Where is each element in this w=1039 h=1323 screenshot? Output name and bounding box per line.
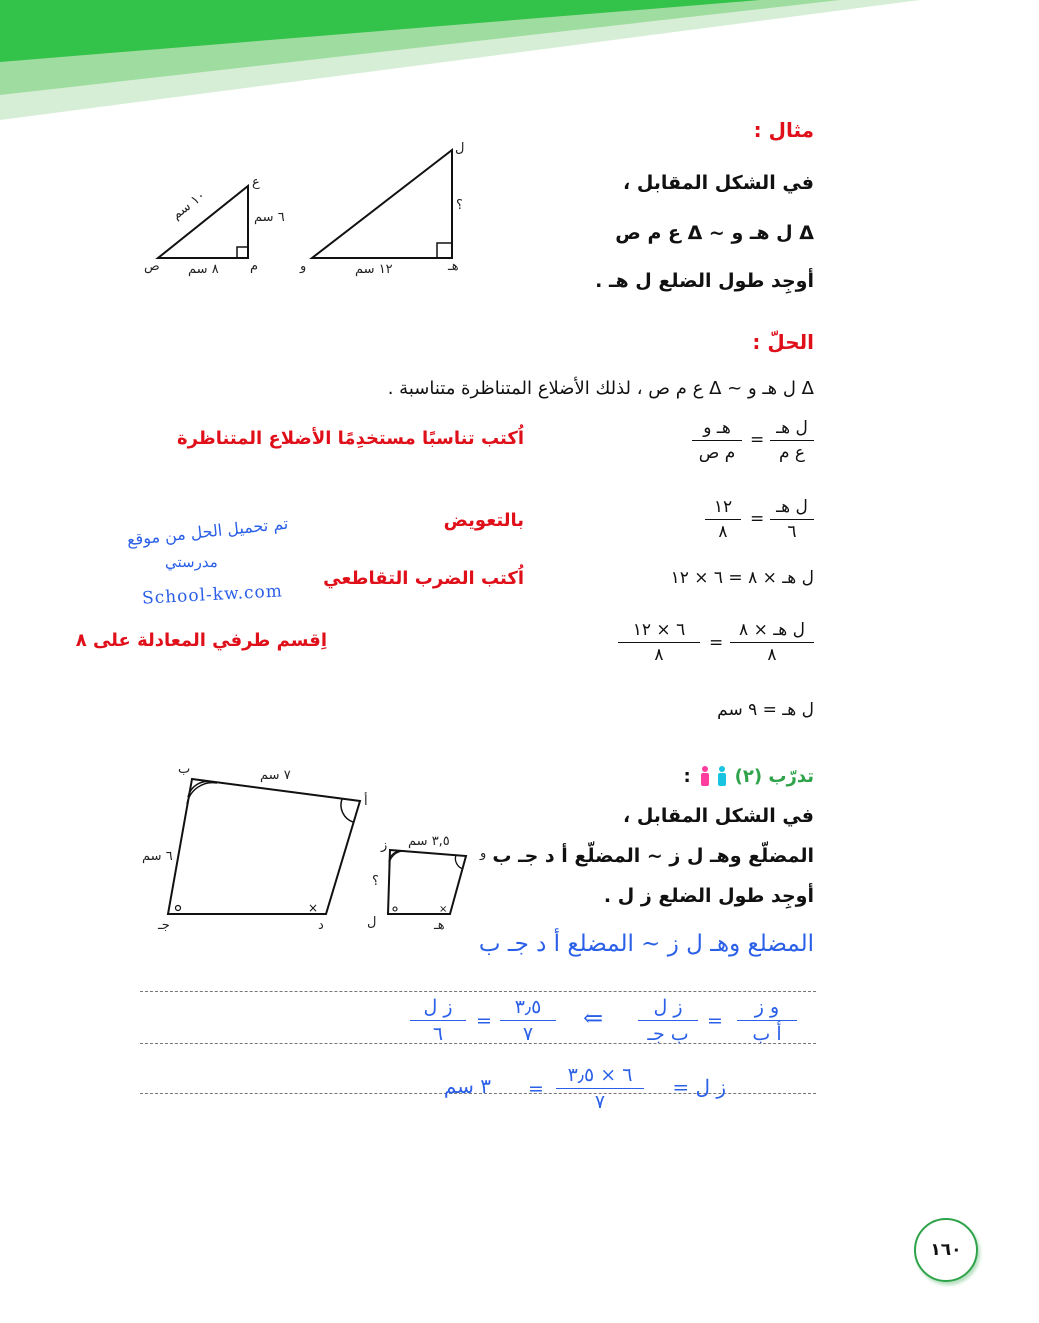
training-line-1: في الشكل المقابل ، — [622, 805, 814, 827]
vertex-label: أ — [364, 794, 368, 809]
right-angle-mark — [437, 243, 452, 258]
quadrilateral-adjb — [168, 779, 360, 914]
handwritten-fraction: ز ل ب جـ — [638, 996, 698, 1045]
equals-sign: = — [750, 430, 765, 450]
vertex-label: ل — [455, 141, 465, 156]
step-note: اُكتب الضرب التقاطعي — [323, 568, 524, 589]
triangle-lho — [312, 150, 452, 258]
unknown-mark: ؟ — [372, 874, 379, 889]
implies-arrow: ⇐ — [583, 1004, 604, 1032]
side-label: ١٢ سم — [355, 262, 393, 277]
training-title: تدرّب (٢) — [734, 765, 814, 787]
equals-sign: = — [750, 509, 765, 529]
side-label: ٦ سم — [142, 849, 173, 864]
vertex-label: و — [480, 846, 487, 861]
cross-multiply-expression: ل هـ × ٨ = ٦ × ١٢ — [670, 568, 814, 588]
equals-sign: = — [709, 633, 724, 653]
result: ل هـ = ٩ سم — [717, 700, 814, 720]
training-line-2: المضلّع وهـ ل ز ~ المضلّع أ د جـ ب — [492, 845, 814, 867]
answer-line — [140, 1043, 816, 1044]
example-line-3: أوجِد طول الضلع ل هـ . — [595, 270, 814, 292]
watermark-line-2: مدرستي — [165, 553, 218, 571]
answer-line — [140, 991, 816, 992]
handwritten-fraction: ٦ × ٣٫٥ ٧ — [556, 1064, 644, 1113]
handwritten-equals: = — [528, 1078, 544, 1100]
handwritten-equals: = — [476, 1010, 492, 1032]
vertex-label: جـ — [158, 918, 170, 933]
fraction: ل هـ × ٨ ٨ — [730, 620, 814, 665]
handwritten-result: ٣ سم — [443, 1074, 491, 1098]
handwritten-fraction: و ز أ ب — [737, 996, 797, 1045]
vertex-label: ز — [381, 838, 388, 853]
handwritten-equals: = — [707, 1010, 723, 1032]
vertex-label: د — [318, 918, 324, 933]
similar-quadrilaterals-figure — [150, 770, 490, 940]
training-line-3: أوجِد طول الضلع ز ل . — [603, 885, 814, 907]
training-heading — [683, 765, 814, 787]
side-label: ٦ سم — [254, 210, 285, 225]
vertex-label: ع — [252, 175, 260, 190]
two-persons-icon — [695, 765, 731, 787]
side-label: ٧ سم — [260, 768, 291, 783]
solution-intro: Δ ل هـ و ~ Δ ع م ص ، لذلك الأضلاع المتناظرة متناسبة . — [387, 378, 814, 399]
handwritten-answer-line-1: المضلع وهـ ل ز ~ المضلع أ د جـ ب — [478, 931, 814, 957]
vertex-label: و — [300, 259, 307, 274]
step-note: اِقسم طرفي المعادلة على ٨ — [75, 630, 327, 651]
step-note: اُكتب تناسبًا مستخدِمًا الأضلاع المتناظرة — [176, 428, 524, 449]
watermark-line-1: تم تحميل الحل من موقع — [125, 513, 290, 550]
handwritten-expression: ز ل = — [672, 1075, 726, 1099]
fraction: ل هـ ٦ — [770, 497, 814, 542]
handwritten-fraction: ز ل ٦ — [410, 996, 466, 1045]
fraction: ل هـ ع م — [770, 418, 814, 463]
unknown-mark: ؟ — [456, 198, 463, 213]
vertex-label: ل — [367, 915, 377, 930]
solution-heading: الحلّ : — [752, 330, 814, 354]
svg-text:×: × — [439, 904, 448, 915]
fraction: ١٢ ٨ — [705, 497, 741, 542]
side-label: ٨ سم — [188, 262, 219, 277]
page-number: ١٦٠ — [914, 1218, 978, 1282]
training-colon: : — [683, 765, 691, 787]
fraction: ٦ × ١٢ ٨ — [618, 620, 700, 665]
vertex-label: ص — [144, 259, 160, 274]
side-label: ١٠ سم — [169, 188, 209, 223]
top-banner — [0, 0, 1039, 120]
example-line-2: Δ ل هـ و ~ Δ ع م ص — [615, 222, 814, 244]
step-note: بالتعويض — [443, 510, 524, 531]
vertex-label: هـ — [448, 259, 459, 274]
side-label: ٣,٥ سم — [408, 834, 450, 849]
watermark-url: School-kw.com — [141, 581, 284, 609]
vertex-label: م — [250, 259, 259, 274]
vertex-label: هـ — [434, 918, 445, 933]
fraction: هـ و م ص — [692, 418, 742, 463]
vertex-label: ب — [178, 762, 191, 777]
example-line-1: في الشكل المقابل ، — [622, 172, 814, 194]
quadrilateral-whlz — [388, 850, 466, 914]
example-heading: مثال : — [753, 118, 814, 142]
handwritten-fraction: ٣٫٥ ٧ — [500, 996, 556, 1045]
right-angle-mark — [237, 247, 248, 258]
svg-text:×: × — [308, 901, 319, 915]
